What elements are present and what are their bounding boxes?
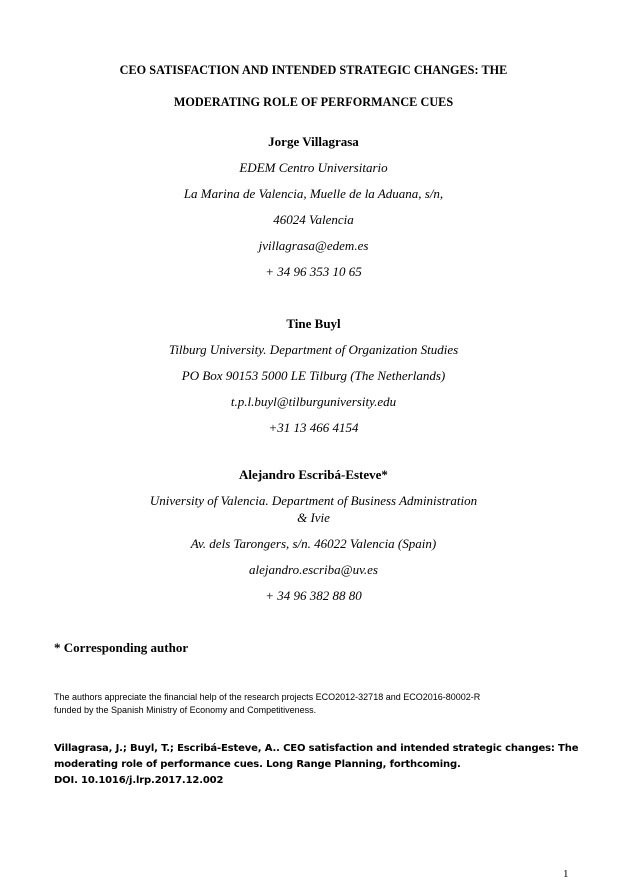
author-2-address: PO Box 90153 5000 LE Tilburg (The Netherlands) xyxy=(181,368,446,383)
author-2-institution: Tilburg University. Department of Organization Studies xyxy=(168,342,459,357)
title-line-1: CEO SATISFACTION AND INTENDED STRATEGIC CHANGES: THE xyxy=(119,63,508,77)
acknowledgment-line-2: funded by the Spanish Ministry of Economy and Competitiveness. xyxy=(54,705,317,715)
title-line-2: MODERATING ROLE OF PERFORMANCE CUES xyxy=(173,95,454,109)
author-1-phone: + 34 96 353 10 65 xyxy=(265,264,362,279)
author-3-email: alejandro.escriba@uv.es xyxy=(249,562,378,577)
author-3-institution-cont: & Ivie xyxy=(297,510,330,525)
citation-line-1: Villagrasa, J.; Buyl, T.; Escribá-Esteve, A.. CEO satisfaction and intended strategic changes: The xyxy=(54,743,579,754)
author-1-city: 46024 Valencia xyxy=(273,212,354,227)
page-number: 1 xyxy=(563,868,569,880)
author-2-phone: +31 13 466 4154 xyxy=(268,420,359,435)
author-1-email: jvillagrasa@edem.es xyxy=(258,238,369,253)
citation-doi: DOI. 10.1016/j.lrp.2017.12.002 xyxy=(54,775,224,786)
author-name-2: Tine Buyl xyxy=(286,316,341,331)
citation-line-2: moderating role of performance cues. Long Range Planning, forthcoming. xyxy=(54,759,461,770)
author-1-address: La Marina de Valencia, Muelle de la Aduana, s/n, xyxy=(183,186,444,201)
author-3-phone: + 34 96 382 88 80 xyxy=(265,588,362,603)
author-2-email: t.p.l.buyl@tilburguniversity.edu xyxy=(230,394,397,409)
author-name-3: Alejandro Escribá-Esteve* xyxy=(239,467,388,482)
author-1-institution: EDEM Centro Universitario xyxy=(239,160,388,175)
author-3-address: Av. dels Tarongers, s/n. 46022 Valencia (Spain) xyxy=(190,536,437,551)
acknowledgment-line-1: The authors appreciate the financial help of the research projects ECO2012-32718 and ECO2016-80002-R xyxy=(54,692,481,702)
author-3-institution: University of Valencia. Department of Business Administration xyxy=(149,493,478,508)
author-name-1: Jorge Villagrasa xyxy=(268,134,359,149)
corresponding-author-note: * Corresponding author xyxy=(54,640,189,655)
